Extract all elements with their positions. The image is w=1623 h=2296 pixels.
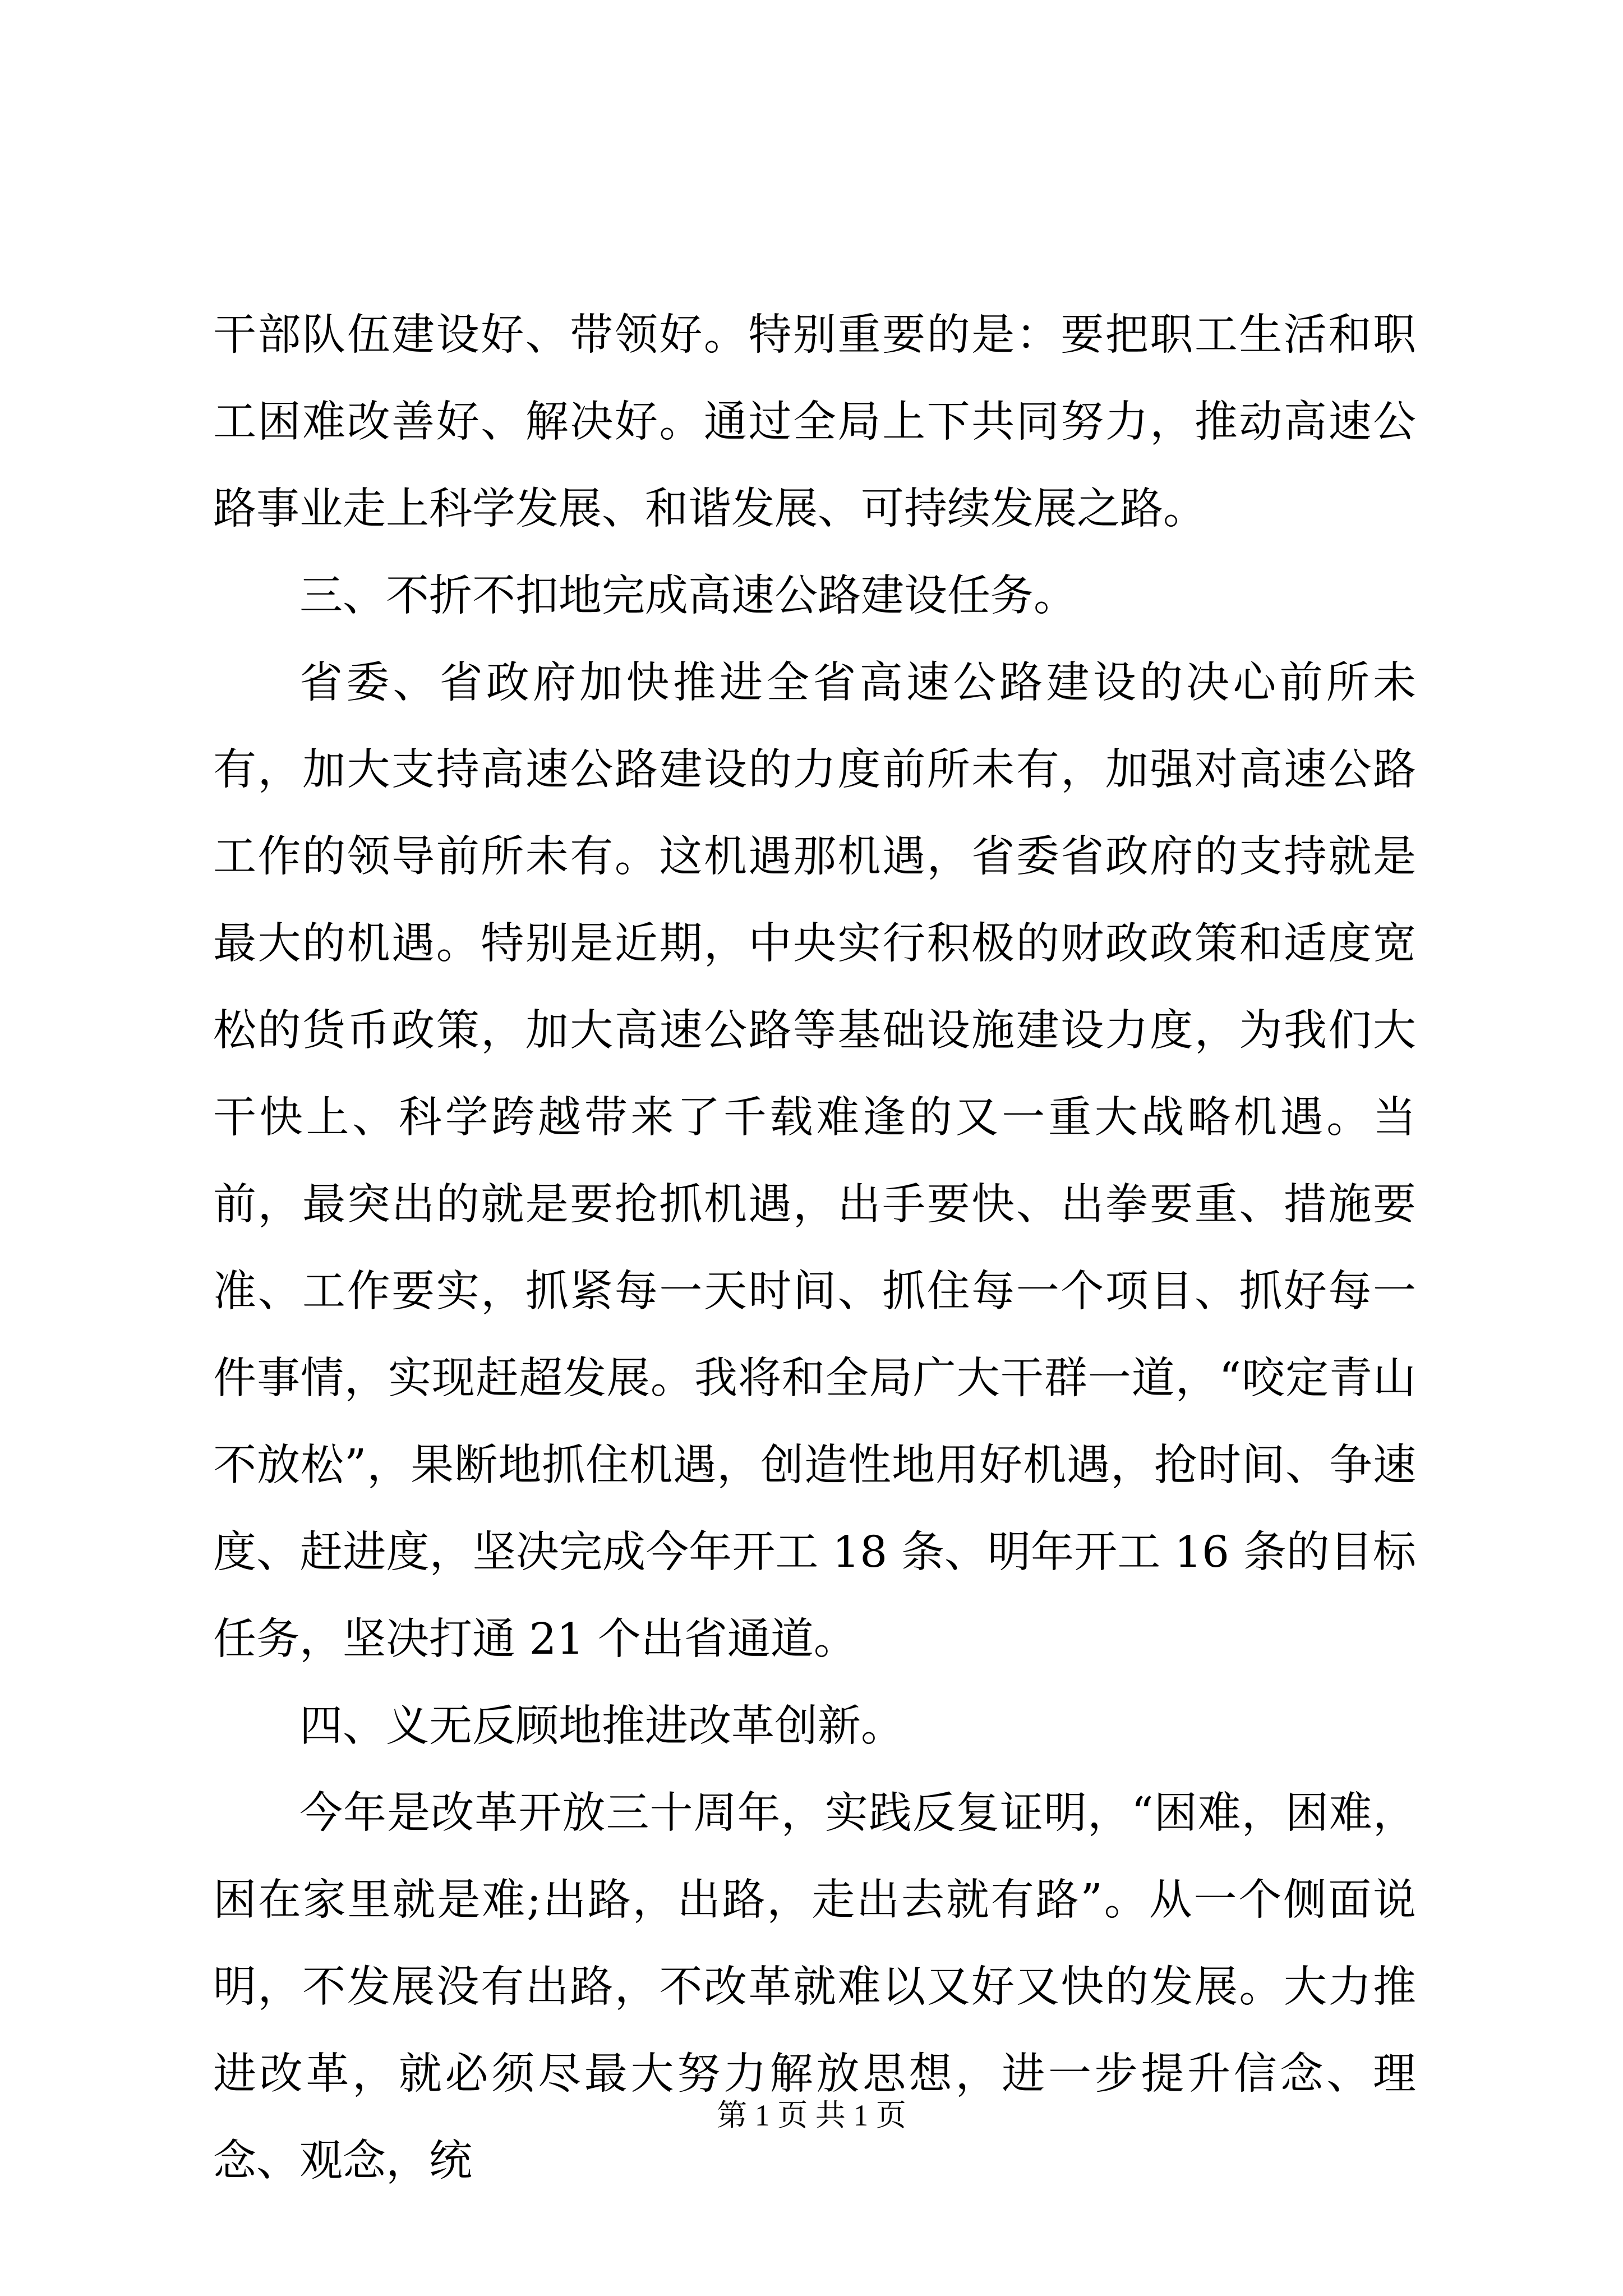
document-body xyxy=(213,292,1416,2205)
paragraph-reform-innovation: 今年是改革开放三十周年，实践反复证明，“困难，困难，困在家里就是难;出路，出路，走出去就有路”。从一个侧面说明，不发展没有出路，不改革就难以又好又快的发展。大力推进改革，就必须尽最大努力解放思想，进一步提升信念、理念、观念，统 xyxy=(213,1788,1416,2186)
paragraph-continuation: 干部队伍建设好、带领好。特别重要的是：要把职工生活和职工困难改善好、解决好。通过全局上下共同努力，推动高速公路事业走上科学发展、和谐发展、可持续发展之路。 xyxy=(213,310,1416,534)
section-heading-4: 四、义无反顾地推进改革创新。 xyxy=(299,1701,904,1751)
paragraph-construction-tasks: 省委、省政府加快推进全省高速公路建设的决心前所未有，加大支持高速公路建设的力度前所未有，加强对高速公路工作的领导前所未有。这机遇那机遇，省委省政府的支持就是最大的机遇。特别是近期，中央实行积极的财政政策和适度宽松的货币政策，加大高速公路等基础设施建设力度，为我们大干快上、科学跨越带来了千载难逢的又一重大战略机遇。当前，最突出的就是要抢抓机遇，出手要快、出拳要重、措施要准、工作要实，抓紧每一天时间、抓住每一个项目、抓好每一件事情，实现赶超发展。我将和全局广大干群一道，“咬定青山不放松”，果断地抓住机遇，创造性地用好机遇，抢时间、争速度、赶进度，坚决完成今年开工 18 条、明年开工 16 条的目标任务，坚决打通 21 个出省通道。 xyxy=(213,658,1416,1664)
page-number-footer: 第 1 页 共 1 页 xyxy=(717,2099,906,2132)
section-heading-3: 三、不折不扣地完成高速公路建设任务。 xyxy=(299,571,1077,621)
